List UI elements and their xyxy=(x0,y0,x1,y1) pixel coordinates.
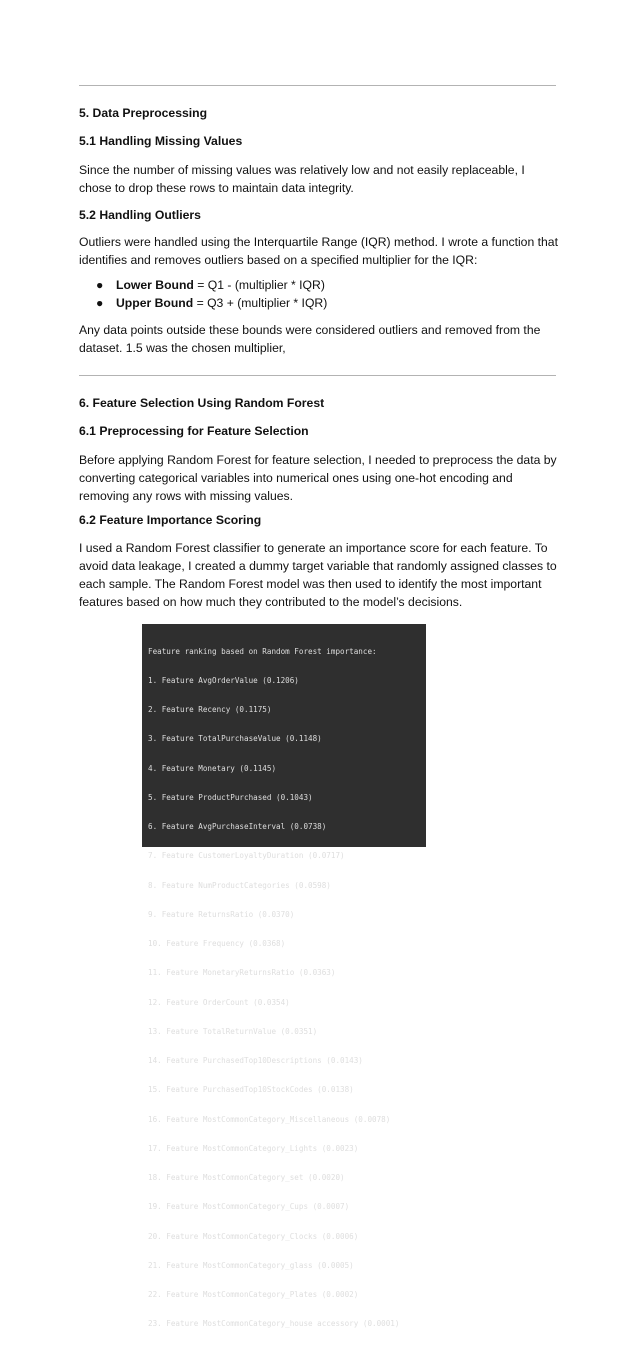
bullet-list xyxy=(96,276,327,312)
code-line: 21. Feature MostCommonCategory_glass (0.0005) xyxy=(148,1260,354,1270)
code-line: 7. Feature CustomerLoyaltyDuration (0.0717) xyxy=(148,851,345,861)
horizontal-rule xyxy=(79,375,556,376)
code-line: 12. Feature OrderCount (0.0354) xyxy=(148,997,290,1007)
code-line: 13. Feature TotalReturnValue (0.0351) xyxy=(148,1026,318,1036)
paragraph: Outliers were handled using the Interquartile Range (IQR) method. I wrote a function that identifies and removes outliers based on a specified multiplier for the IQR: xyxy=(79,235,558,267)
code-line: 23. Feature MostCommonCategory_house accessory (0.0001) xyxy=(148,1319,400,1329)
code-line: 18. Feature MostCommonCategory_set (0.0020) xyxy=(148,1173,345,1182)
paragraph: Any data points outside these bounds were considered outliers and removed from the dataset. 1.5 was the chosen multiplier, xyxy=(79,323,541,355)
code-line: 20. Feature MostCommonCategory_Clocks (0.0006) xyxy=(148,1231,359,1241)
code-line: 2. Feature Recency (0.1175) xyxy=(148,705,272,714)
code-line: 4. Feature Monetary (0.1145) xyxy=(148,763,277,773)
paragraph: Since the number of missing values was relatively low and not easily replaceable, I chose to drop these rows to maintain data integrity. xyxy=(79,163,525,195)
code-line: 10. Feature Frequency (0.0368) xyxy=(148,939,286,948)
code-line: 3. Feature TotalPurchaseValue (0.1148) xyxy=(148,734,322,744)
section-heading: 6. Feature Selection Using Random Forest xyxy=(79,396,325,410)
code-line: 11. Feature MonetaryReturnsRatio (0.0363) xyxy=(148,968,336,978)
code-line: 15. Feature PurchasedTop10StockCodes (0.0138) xyxy=(148,1085,354,1095)
code-line: 1. Feature AvgOrderValue (0.1206) xyxy=(148,675,299,685)
code-line: 22. Feature MostCommonCategory_Plates (0.0002) xyxy=(148,1290,359,1299)
code-line: 14. Feature PurchasedTop10Descriptions (0.0143) xyxy=(148,1056,363,1065)
paragraph: Before applying Random Forest for feature selection, I needed to preprocess the data by converting categorical variables into numerical ones using one-hot encoding and removing any rows with missing values. xyxy=(79,453,557,503)
bullet-term: Lower Bound xyxy=(116,278,194,292)
code-line: 16. Feature MostCommonCategory_Miscellaneous (0.0078) xyxy=(148,1114,391,1124)
code-line: 19. Feature MostCommonCategory_Cups (0.0007) xyxy=(148,1202,350,1212)
horizontal-rule xyxy=(79,85,556,86)
subsection-heading: 5.1 Handling Missing Values xyxy=(79,134,243,148)
subsection-heading: 6.2 Feature Importance Scoring xyxy=(79,513,262,527)
list-item xyxy=(96,276,327,294)
bullet-term: Upper Bound xyxy=(116,296,194,310)
code-line: 9. Feature ReturnsRatio (0.0370) xyxy=(148,909,295,919)
list-item xyxy=(96,294,327,312)
subsection-heading: 5.2 Handling Outliers xyxy=(79,208,201,222)
bullet-icon: ● xyxy=(96,278,104,292)
code-output-screenshot xyxy=(142,624,426,1329)
bullet-formula: = Q3 + (multiplier * IQR) xyxy=(193,296,328,310)
paragraph: I used a Random Forest classifier to generate an importance score for each feature. To avoid data leakage, I created a dummy target variable that randomly assigned classes to each sample. The Random Forest model was then used to identify the most important features based on how much they contributed to the model’s decisions. xyxy=(79,541,557,609)
code-line: Feature ranking based on Random Forest importance: xyxy=(148,646,377,656)
bullet-formula: = Q1 - (multiplier * IQR) xyxy=(193,278,325,292)
code-line: 8. Feature NumProductCategories (0.0598) xyxy=(148,880,331,890)
bullet-icon: ● xyxy=(96,296,104,310)
section-heading: 5. Data Preprocessing xyxy=(79,106,208,120)
subsection-heading: 6.1 Preprocessing for Feature Selection xyxy=(79,424,309,438)
code-line: 6. Feature AvgPurchaseInterval (0.0738) xyxy=(148,822,327,831)
code-line: 5. Feature ProductPurchased (0.1043) xyxy=(148,792,313,802)
code-line: 17. Feature MostCommonCategory_Lights (0.0023) xyxy=(148,1143,359,1153)
